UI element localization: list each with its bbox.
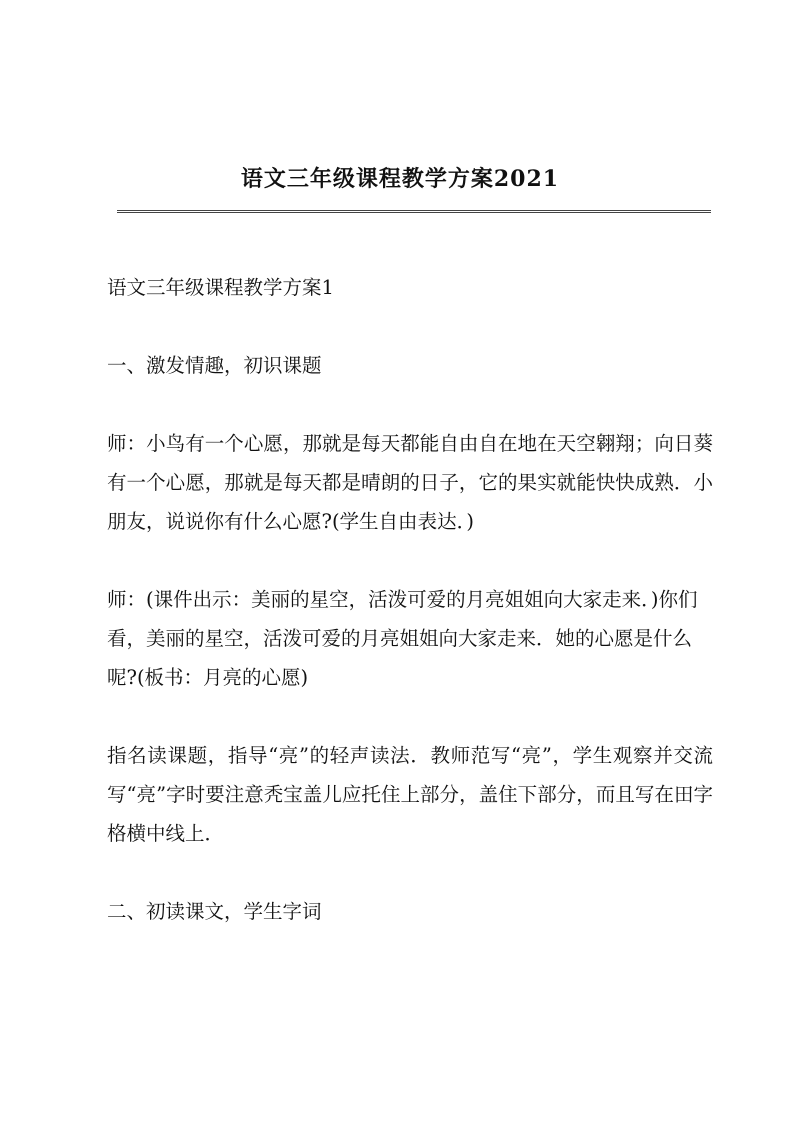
paragraph: 师：小鸟有一个心愿，那就是每天都能自由自在地在天空翱翔；向日葵有一个心愿，那就是每天都是晴朗的日子，它的果实就能快快成熟．小朋友，说说你有什么心愿?(学生自由表达．)	[107, 432, 713, 533]
paragraph: 指名读课题，指导“亮”的轻声读法．教师范写“亮”，学生观察并交流写“亮”字时要注意秃宝盖儿应托住上部分，盖住下部分，而且写在田字格横中线上．	[107, 744, 713, 845]
title-divider	[117, 210, 711, 213]
subsection-heading: 二、初读课文，学生字词	[107, 900, 322, 923]
subsection-heading: 一、激发情趣，初识课题	[107, 354, 322, 377]
section-heading: 语文三年级课程教学方案1	[107, 276, 334, 299]
document-body	[107, 268, 713, 970]
paragraph: 师：(课件出示：美丽的星空，活泼可爱的月亮姐姐向大家走来．)你们看，美丽的星空，活泼可爱的月亮姐姐向大家走来．她的心愿是什么呢?(板书：月亮的心愿)	[107, 588, 698, 689]
document-title: 语文三年级课程教学方案2021	[240, 166, 560, 192]
